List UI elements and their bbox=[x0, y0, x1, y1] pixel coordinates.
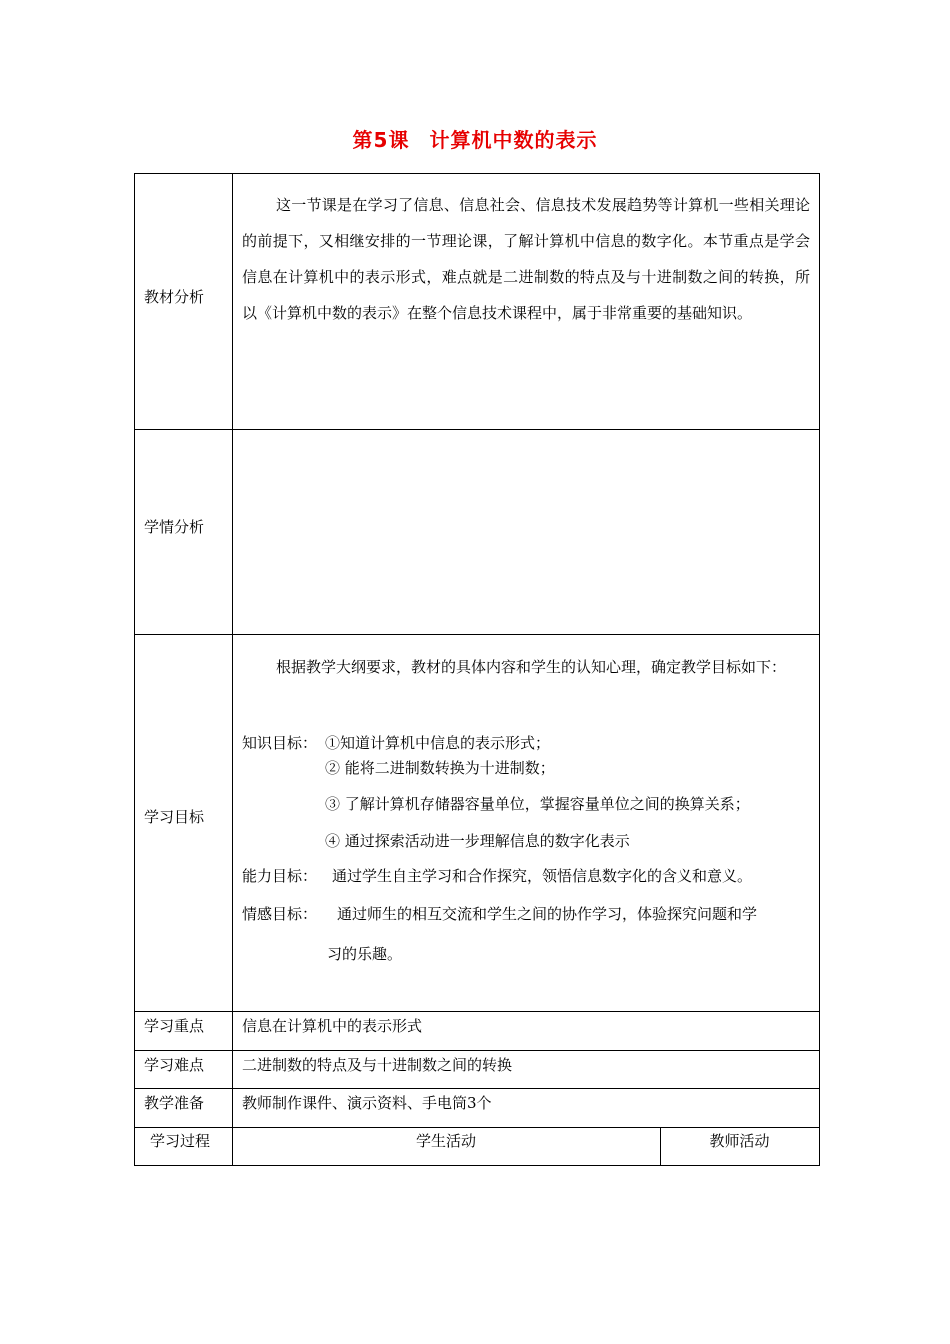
knowledge-goal-label: 知识目标： bbox=[242, 734, 318, 752]
knowledge-goal-item-4: ④ 通过探索活动进一步理解信息的数字化表示 bbox=[325, 832, 630, 850]
ability-goal-label: 能力目标： bbox=[242, 867, 318, 885]
difficulty-text: 二进制数的特点及与十进制数之间的转换 bbox=[242, 1056, 513, 1074]
emotion-goal-label: 情感目标： bbox=[242, 905, 318, 923]
knowledge-goal-item-3: ③ 了解计算机存储器容量单位，掌握容量单位之间的换算关系； bbox=[325, 795, 750, 813]
knowledge-goal-item-1: ①知道计算机中信息的表示形式； bbox=[325, 734, 551, 752]
lesson-plan-table bbox=[134, 173, 820, 1166]
knowledge-goal-item-2: ② 能将二进制数转换为十进制数； bbox=[325, 759, 555, 777]
row-label-students: 学情分析 bbox=[144, 518, 205, 536]
ability-goal-text: 通过学生自主学习和合作探究，领悟信息数字化的含义和意义。 bbox=[332, 867, 753, 885]
row-label-goals: 学习目标 bbox=[144, 808, 205, 826]
goals-intro-text: 根据教学大纲要求，教材的具体内容和学生的认知心理，确定教学目标如下： bbox=[276, 658, 787, 676]
textbook-analysis-text: 这一节课是在学习了信息、信息社会、信息技术发展趋势等计算机一些相关理论的前提下，又相继安排的一节理论课，了解计算机中信息的数字化。本节重点是学会信息在计算机中的表示形式，难点就是二进制数的特点及与十进制数之间的转换，所以《计算机中数的表示》在整个信息技术课程中，属于非常重要的基础知识。 bbox=[242, 196, 810, 322]
teacher-activity-header: 教师活动 bbox=[709, 1132, 770, 1150]
row-label-keypoint: 学习重点 bbox=[144, 1017, 205, 1035]
row-label-process: 学习过程 bbox=[150, 1132, 211, 1150]
lesson-number: 第5课 bbox=[352, 128, 410, 152]
keypoint-text: 信息在计算机中的表示形式 bbox=[242, 1017, 423, 1035]
emotion-goal-text-line2: 习的乐趣。 bbox=[327, 945, 403, 963]
row-label-difficulty: 学习难点 bbox=[144, 1056, 205, 1074]
row-label-preparation: 教学准备 bbox=[144, 1094, 205, 1112]
student-activity-header: 学生活动 bbox=[415, 1132, 476, 1150]
row-label-textbook: 教材分析 bbox=[144, 288, 205, 306]
preparation-text: 教师制作课件、演示资料、手电筒3个 bbox=[242, 1094, 492, 1112]
lesson-topic: 计算机中数的表示 bbox=[429, 128, 598, 152]
page-title bbox=[0, 124, 950, 153]
emotion-goal-text-line1: 通过师生的相互交流和学生之间的协作学习，体验探究问题和学 bbox=[337, 905, 758, 923]
